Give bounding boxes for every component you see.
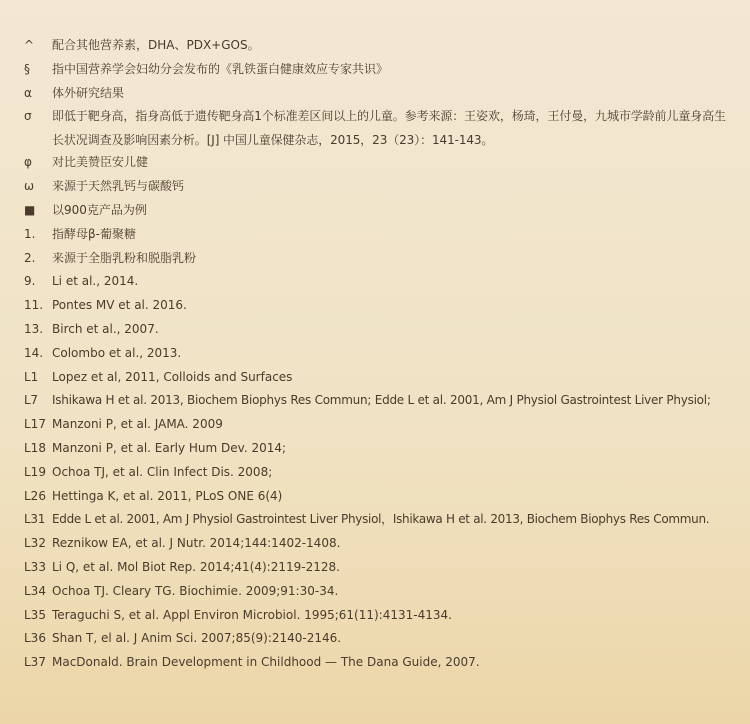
footnote-item <box>0 369 750 386</box>
footnote-item <box>0 202 750 219</box>
footnote-item <box>0 464 750 481</box>
footnote-item <box>0 392 750 409</box>
footnote-mark: 13. <box>24 321 44 336</box>
footnote-item <box>0 273 750 290</box>
footnote-text: Ochoa TJ, et al. Clin Infect Dis. 2008; <box>52 464 273 479</box>
footnote-text: Li Q, et al. Mol Biot Rep. 2014;41(4):2119-2128. <box>52 559 340 574</box>
footnote-mark: L18 <box>24 440 46 455</box>
footnote-item <box>0 559 750 576</box>
footnote-mark: ω <box>24 179 35 194</box>
footnote-mark: L36 <box>24 631 46 646</box>
footnote-item <box>0 104 750 152</box>
footnote-text: Lopez et al, 2011, Colloids and Surfaces <box>52 369 293 384</box>
footnote-text: 体外研究结果 <box>52 85 125 100</box>
footnote-text: Manzoni P, et al. JAMA. 2009 <box>52 417 223 432</box>
footnote-item <box>0 154 750 171</box>
footnote-item <box>0 630 750 647</box>
footnote-text: Reznikow EA, et al. J Nutr. 2014;144:1402-1408. <box>52 536 341 551</box>
footnote-text: 指中国营养学会妇幼分会发布的《乳铁蛋白健康效应专家共识》 <box>52 61 389 76</box>
footnote-text: Edde L et al. 2001, Am J Physiol Gastrointest Liver Physiol，Ishikawa H et al. 2013, Biochem Biophys Res Commun. <box>52 512 710 527</box>
footnote-text: Pontes MV et al. 2016. <box>52 298 187 313</box>
footnote-item <box>0 297 750 314</box>
footnote-mark: 11. <box>24 298 44 313</box>
footnote-text: Birch et al., 2007. <box>52 321 159 336</box>
footnote-mark: L34 <box>24 583 46 598</box>
footnotes-list <box>0 37 750 678</box>
footnote-item <box>0 654 750 671</box>
footnote-mark: L7 <box>24 393 38 408</box>
footnote-text: Shan T, el al. J Anim Sci. 2007;85(9):2140-2146. <box>52 631 342 646</box>
footnote-mark: L31 <box>24 512 46 527</box>
footnote-mark: L19 <box>24 464 46 479</box>
footnote-item <box>0 178 750 195</box>
footnote-item <box>0 37 750 54</box>
footnote-item <box>0 440 750 457</box>
footnote-item <box>0 416 750 433</box>
footnote-text: Manzoni P, et al. Early Hum Dev. 2014; <box>52 440 287 455</box>
footnote-item <box>0 583 750 600</box>
footnote-text: 指酵母β-葡聚糖 <box>52 226 136 241</box>
footnote-text: Colombo et al., 2013. <box>52 345 182 360</box>
footnote-mark: L32 <box>24 536 46 551</box>
footnote-item <box>0 535 750 552</box>
footnote-text: Ochoa TJ. Cleary TG. Biochimie. 2009;91:30-34. <box>52 583 339 598</box>
footnote-mark: σ <box>24 109 32 124</box>
footnote-text: 对比美赞臣安儿健 <box>52 155 149 170</box>
footnote-mark: 14. <box>24 345 44 360</box>
footnote-mark: L17 <box>24 417 46 432</box>
footnote-text: 以900克产品为例 <box>52 202 147 217</box>
footnote-item <box>0 345 750 362</box>
footnote-mark: L1 <box>24 369 39 384</box>
footnote-item <box>0 61 750 78</box>
footnote-item <box>0 226 750 243</box>
footnote-mark: L33 <box>24 559 46 574</box>
footnote-text: MacDonald. Brain Development in Childhood — The Dana Guide, 2007. <box>52 655 480 670</box>
footnote-item <box>0 85 750 102</box>
footnote-mark: α <box>24 85 32 100</box>
footnote-mark: 2. <box>24 250 36 265</box>
footnote-text: Li et al., 2014. <box>52 274 139 289</box>
footnote-item <box>0 488 750 505</box>
footnote-mark: L26 <box>24 488 46 503</box>
footnote-item <box>0 607 750 624</box>
footnote-item <box>0 321 750 338</box>
footnote-text: Teraguchi S, et al. Appl Environ Microbiol. 1995;61(11):4131-4134. <box>52 607 452 622</box>
footnote-text: Ishikawa H et al. 2013, Biochem Biophys Res Commun; Edde L et al. 2001, Am J Physiol Gastrointest Liver Physiol; <box>52 393 711 408</box>
footnote-mark: § <box>24 61 30 76</box>
footnote-text: 来源于天然乳钙与碳酸钙 <box>52 179 185 194</box>
footnote-mark: ■ <box>24 202 36 217</box>
footnote-mark: ^ <box>24 38 35 52</box>
footnote-text: Hettinga K, et al. 2011, PLoS ONE 6(4) <box>52 488 283 503</box>
footnote-mark: φ <box>24 155 32 170</box>
footnote-mark: 9. <box>24 274 36 289</box>
footnote-text: 配合其他营养素，DHA、PDX+GOS。 <box>52 38 260 52</box>
footnote-item <box>0 511 750 528</box>
footnote-mark: L37 <box>24 655 46 670</box>
footnote-text: 即低于靶身高，指身高低于遗传靶身高1个标准差区间以上的儿童。参考来源：王姿欢，杨琦，王付曼，九城市学龄前儿童身高生长状况调查及影响因素分析。[J] 中国儿童保健杂志，2015，23（23）：141-143。 <box>52 109 726 148</box>
footnote-mark: 1. <box>24 226 36 241</box>
footnote-text: 来源于全脂乳粉和脱脂乳粉 <box>52 250 197 265</box>
footnote-mark: L35 <box>24 607 46 622</box>
footnote-item <box>0 250 750 267</box>
